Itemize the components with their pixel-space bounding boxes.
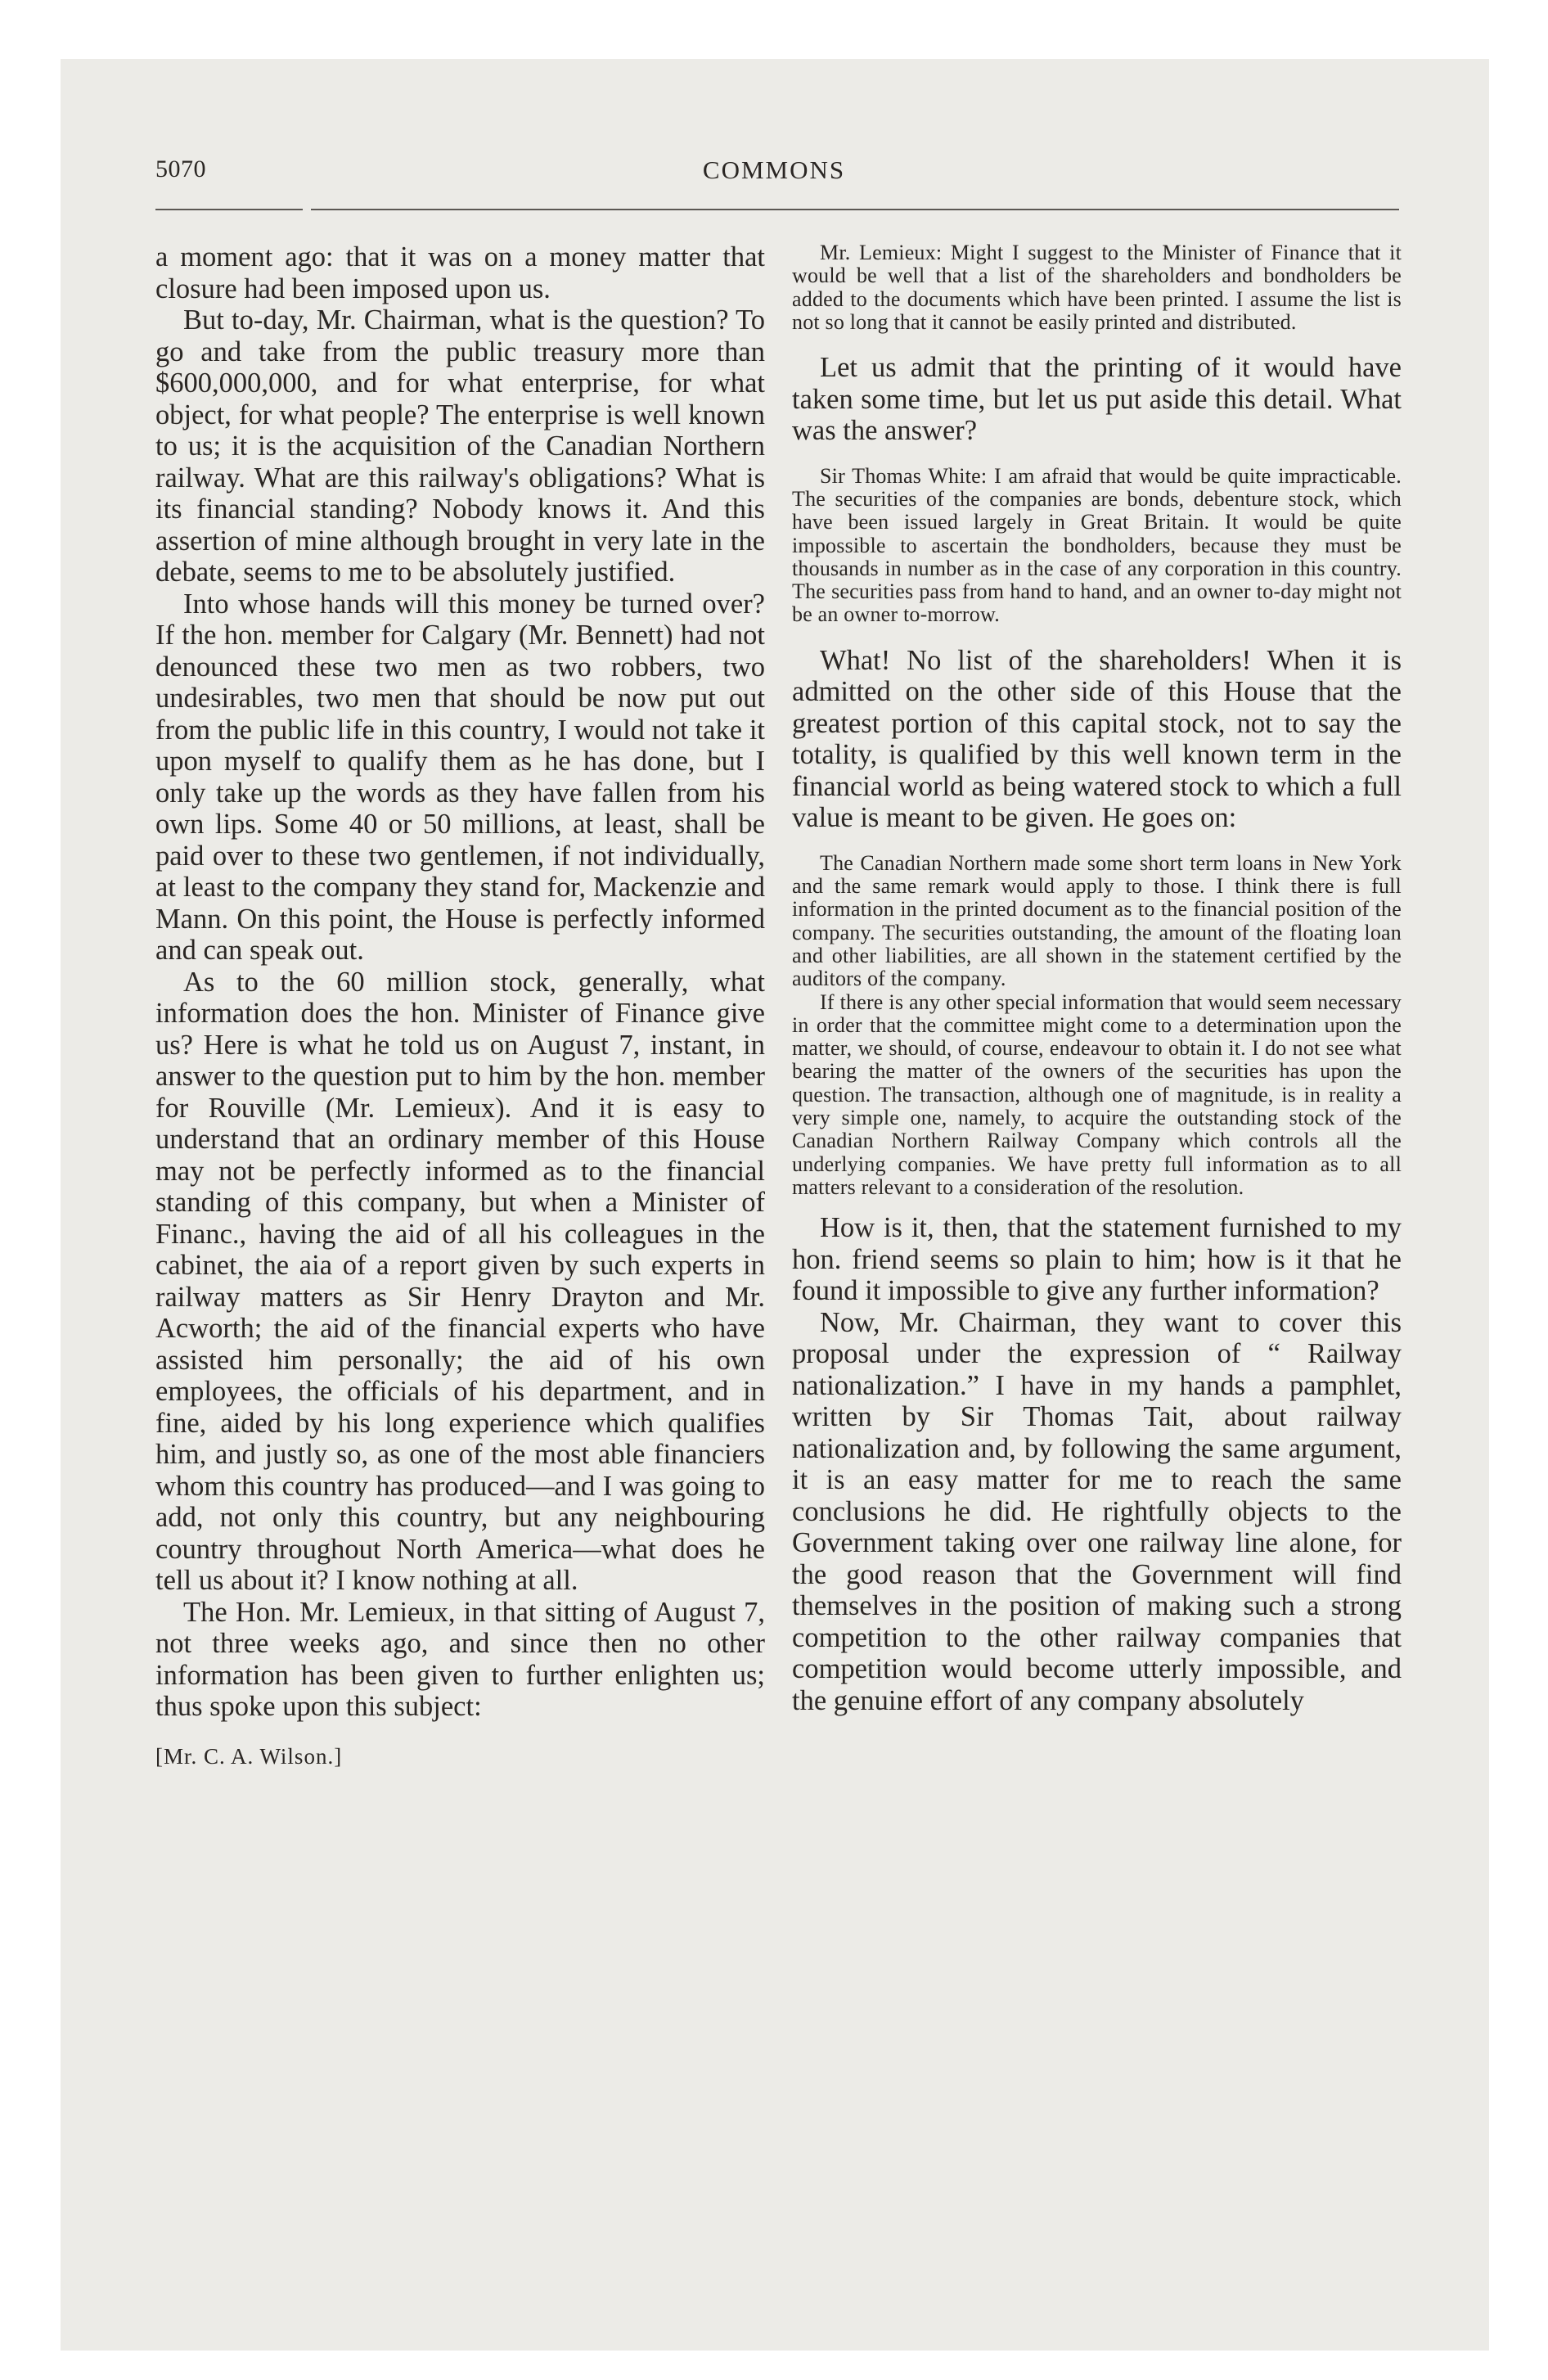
paragraph: The Hon. Mr. Lemieux, in that sitting of August 7, not three weeks ago, and since then no other information has been given to further enlighten us; thus spoke upon this subject: [155, 1596, 765, 1722]
quoted-passage: Sir Thomas White: I am afraid that would be quite impracticable. The securities of the companies are bonds, debenture stock, which have been issued largely in Great Britain. It would be quite impossible to ascertain the bondholders, because they must be thousands in number as in the case of any corporation in this country. The securities pass from hand to hand, and an owner to-day might not be an owner to-morrow. [792, 463, 1402, 627]
paragraph: But to-day, Mr. Chairman, what is the question? To go and take from the public treasury more than $600,000,000, and for what enterprise, for what object, for what people? The enterprise is well known to us; it is the acquisition of the Canadian Northern railway. What are this railway's obligations? What is its financial standing? Nobody knows it. And this assertion of mine although brought in very late in the debate, seems to me to be absolutely justified. [155, 304, 765, 588]
header-rule-right [311, 209, 1399, 210]
paragraph: a moment ago: that it was on a money matter that closure had been imposed upon us. [155, 241, 765, 304]
running-head: COMMONS [702, 156, 846, 184]
quoted-passage: Mr. Lemieux: Might I suggest to the Minister of Finance that it would be well that a list of the shareholders and bondholders be added to the documents which have been printed. I assume the list is not so long that it cannot be easily printed and distributed. [792, 241, 1402, 334]
header-rule-left [155, 209, 303, 210]
paragraph: Now, Mr. Chairman, they want to cover this proposal under the expression of “ Railway nationalization.” I have in my hands a pamphlet, written by Sir Thomas Tait, about railway nationalization and, by following the same argument, it is an easy matter for me to reach the same conclusions he did. He rightfully objects to the Government taking over one railway line alone, for the good reason that the Government will find themselves in the position of making such a strong competition to the other railway companies that competition would become utterly impossible, and the genuine effort of any company absolutely [792, 1306, 1402, 1716]
right-column [792, 241, 1402, 1716]
speaker-attribution: [Mr. C. A. Wilson.] [155, 1743, 343, 1769]
quoted-passage: If there is any other special information that would seem necessary in order that the committee might come to a determination upon the matter, we should, of course, endeavour to obtain it. I do not see what bearing the matter of the owners of the securities has upon the question. The transaction, although one of magnitude, is in reality a very simple one, namely, to acquire the outstanding stock of the Canadian Northern Railway Company which controls all the underlying companies. We have pretty full information as to all matters relevant to a consideration of the resolution. [792, 989, 1402, 1199]
page-number: 5070 [155, 156, 206, 183]
paragraph: Let us admit that the printing of it would have taken some time, but let us put aside this detail. What was the answer? [792, 352, 1402, 447]
paragraph: As to the 60 million stock, generally, what information does the hon. Minister of Finance give us? Here is what he told us on August 7, instant, in answer to the question put to him by the hon. member for Rouville (Mr. Lemieux). And it is easy to understand that an ordinary member of this House may not be perfectly informed as to the financial standing of this company, but when a Minister of Financ., having the aid of all his colleagues in the cabinet, the aia of a report given by such experts in railway matters as Sir Henry Drayton and Mr. Acworth; the aid of the financial experts who have assisted him personally; the aid of his own employees, the officials of his department, and in fine, aided by his long experience which qualifies him, and justly so, as one of the most able financiers whom this country has produced—and I was going to add, not only this country, but any neighbouring country throughout North America—what does he tell us about it? I know nothing at all. [155, 966, 765, 1596]
paragraph: How is it, then, that the statement furnished to my hon. friend seems so plain to him; how is it that he found it impossible to give any further information? [792, 1212, 1402, 1307]
paragraph: What! No list of the shareholders! When it is admitted on the other side of this House that the greatest portion of this capital stock, not to say the totality, is qualified by this well known term in the financial world as being watered stock to which a full value is meant to be given. He goes on: [792, 644, 1402, 834]
quoted-passage: The Canadian Northern made some short term loans in New York and the same remark would apply to those. I think there is full information in the printed document as to the financial position of the company. The securities outstanding, the amount of the floating loan and other liabilities, are all shown in the statement certified by the auditors of the company. [792, 850, 1402, 991]
left-column [155, 241, 765, 1769]
paragraph: Into whose hands will this money be turned over? If the hon. member for Calgary (Mr. Bennett) had not denounced these two men as two robbers, two undesirables, two men that should be now put out from the public life in this country, I would not take it upon myself to qualify them as he has done, but I only take up the words as they have fallen from his own lips. Some 40 or 50 millions, at least, shall be paid over to these two gentlemen, if not individually, at least to the company they stand for, Mackenzie and Mann. On this point, the House is perfectly informed and can speak out. [155, 588, 765, 966]
